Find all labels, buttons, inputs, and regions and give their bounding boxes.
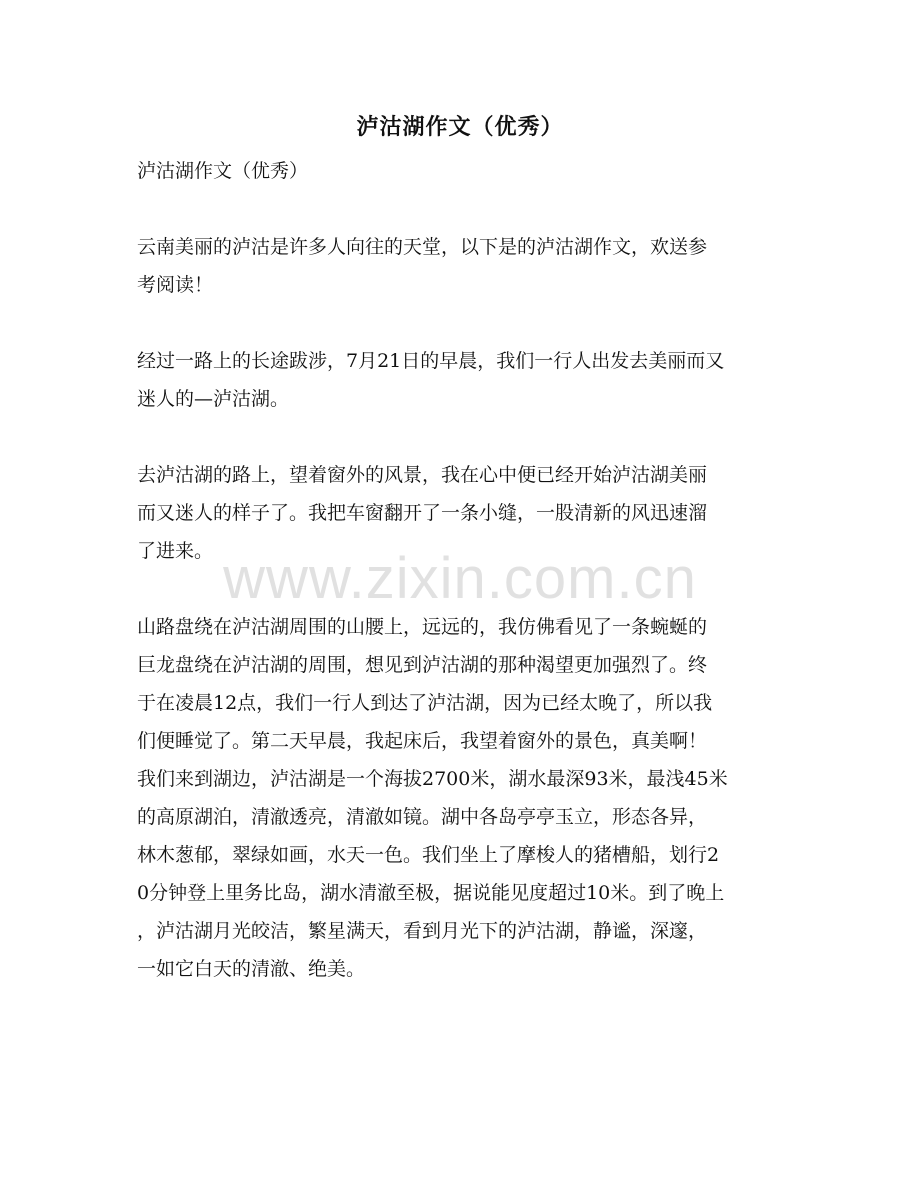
paragraph-gap <box>137 190 785 228</box>
paragraph-intro <box>137 228 785 304</box>
text-line: 巨龙盘绕在泸沽湖的周围，想见到泸沽湖的那种渴望更加强烈了。终 <box>137 654 708 676</box>
text-line: 迷人的—泸沽湖。 <box>137 388 290 410</box>
text-line: 山路盘绕在泸沽湖周围的山腰上，远远的，我仿佛看见了一条蜿蜒的 <box>137 616 708 638</box>
text-line: 云南美丽的泸沽是许多人向往的天堂，以下是的泸沽湖作文，欢送参 <box>137 236 708 258</box>
document-body <box>137 152 785 988</box>
paragraph-gap <box>137 570 785 608</box>
text-line: 我们来到湖边，泸沽湖是一个海拔2700米，湖水最深93米，最浅45米 <box>137 768 728 790</box>
subtitle-line: 泸沽湖作文（优秀） <box>137 160 309 182</box>
text-line: 们便睡觉了。第二天早晨，我起床后，我望着窗外的景色，真美啊！ <box>137 730 708 752</box>
text-line: 一如它白天的清澈、绝美。 <box>137 958 366 980</box>
paragraph-journey <box>137 342 785 418</box>
paragraph-gap <box>137 304 785 342</box>
text-line: 0分钟登上里务比岛，湖水清澈至极，据说能见度超过10米。到了晚上 <box>137 882 725 904</box>
watermark: www.zixin.com.cn <box>223 546 697 611</box>
document-title: 泸沽湖作文（优秀） <box>356 114 564 140</box>
text-line: 林木葱郁，翠绿如画，水天一色。我们坐上了摩梭人的猪槽船，划行2 <box>137 844 720 866</box>
text-line: 而又迷人的样子了。我把车窗翻开了一条小缝，一股清新的风迅速溜 <box>137 502 708 524</box>
text-line: 去泸沽湖的路上，望着窗外的风景，我在心中便已经开始泸沽湖美丽 <box>137 464 708 486</box>
text-line: 经过一路上的长途跋涉，7月21日的早晨，我们一行人出发去美丽而又 <box>137 350 725 372</box>
paragraph-road <box>137 456 785 570</box>
text-line: ，泸沽湖月光皎洁，繁星满天，看到月光下的泸沽湖，静谧，深邃， <box>137 920 708 942</box>
text-line: 了进来。 <box>137 540 214 562</box>
text-line: 于在凌晨12点，我们一行人到达了泸沽湖，因为已经太晚了，所以我 <box>137 692 713 714</box>
paragraph-lake <box>137 608 785 988</box>
text-line: 的高原湖泊，清澈透亮，清澈如镜。湖中各岛亭亭玉立，形态各异， <box>137 806 708 828</box>
paragraph-gap <box>137 418 785 456</box>
text-line: 考阅读！ <box>137 274 214 296</box>
